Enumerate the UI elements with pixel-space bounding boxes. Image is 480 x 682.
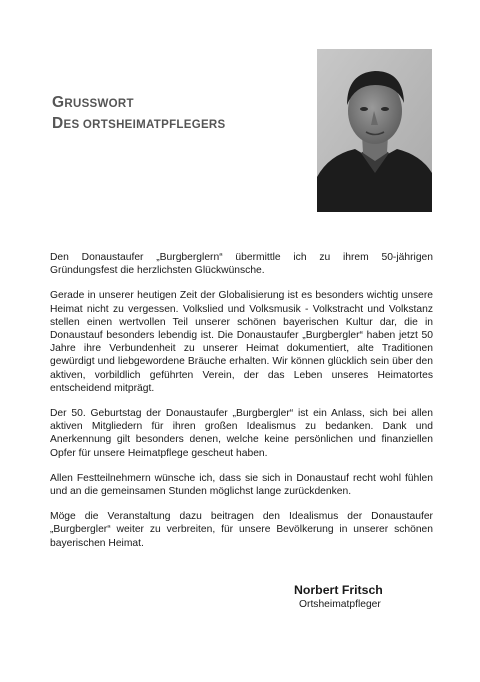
paragraph-1: Den Donaustaufer „Burgberglern“ übermittle ich zu ihrem 50-jährigen Gründungsfest die herzlichsten Glückwünsche. [50,252,433,277]
title-line-1: GRUSSWORT [52,94,134,111]
paragraph-3: Der 50. Geburtstag der Donaustaufer „Burgbergler“ ist ein Anlass, sich bei allen aktiven Mitgliedern für ihren großen Idealismus zu bedanken. Dank und Anerkennung gilt besonders denen, welche keine persönlichen und finanziellen Opfer für unsere Heimatpflege gescheut haben. [50,408,433,459]
signer-name: Norbert Fritsch [294,583,383,597]
portrait-image [317,49,432,212]
title-line-2: DES ORTSHEIMATPFLEGERS [52,115,226,132]
letter-body [50,251,433,562]
paragraph-5: Möge die Veranstaltung dazu beitragen den Idealismus der Donaustaufer „Burgbergler“ weiter zu verbreiten, für unsere Bevölkerung in unserer schönen bayerischen Heimat. [50,511,433,549]
portrait-photo [317,49,432,212]
paragraph-2: Gerade in unserer heutigen Zeit der Globalisierung ist es besonders wichtig unsere Heimat nicht zu vergessen. Volkslied und Volksmusik - Volkstracht und Volkstanz stellen einen wertvollen Teil unserer schönen bayerischen Kultur dar, die in Donaustauf besonders lebendig ist. Die Donaustaufer „Burgbergler“ haben jetzt 50 Jahre ihre Verbundenheit zu unserer Heimat dokumentiert, alte Traditionen gewürdigt und liebgewordene Bräuche erhalten. Wir können glücklich sein über den aktiven, vorbildlich geführten Verein, der das Leben unseres Heimatortes entscheidend mitprägt. [50,290,433,394]
signature-block [294,583,383,611]
page-title [52,93,226,135]
signer-role: Ortsheimatpfleger [299,599,381,610]
paragraph-4: Allen Festteilnehmern wünsche ich, dass sie sich in Donaustauf recht wohl fühlen und an die gemeinsamen Stunden möglichst lange zurückdenken. [50,472,433,498]
